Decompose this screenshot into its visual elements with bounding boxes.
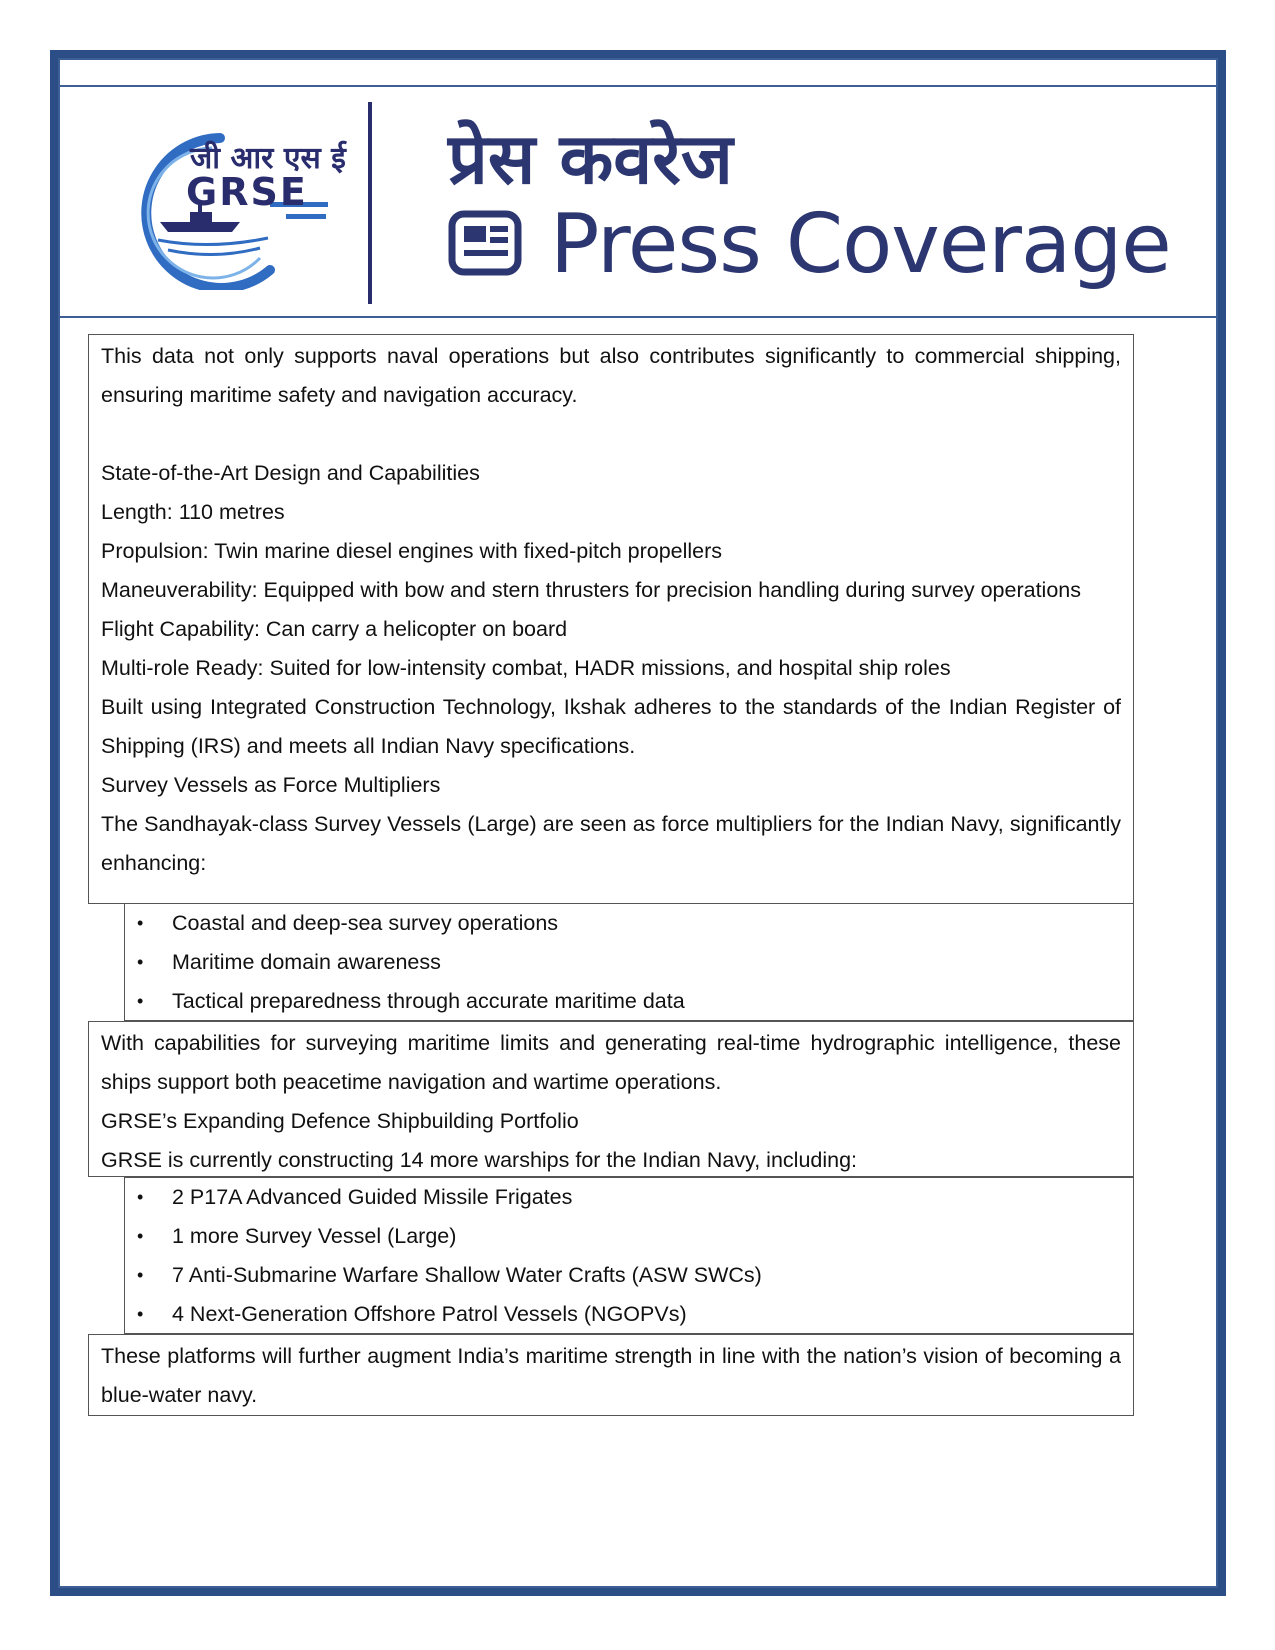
logo-grse-text: GRSE [186,170,308,214]
section-heading-design: State-of-the-Art Design and Capabilities [101,461,480,485]
grse-logo [120,130,350,290]
sandhayak-paragraph: The Sandhayak-class Survey Vessels (Large) are seen as force multipliers for the Indian Navy, significantly enhancing: [101,812,1121,875]
newspaper-icon [448,210,528,278]
header-rule-bottom [60,316,1216,318]
section-heading-force-multipliers: Survey Vessels as Force Multipliers [101,773,441,797]
spec-multirole: Multi-role Ready: Suited for low-intensity combat, HADR missions, and hospital ship roles [101,656,951,680]
constructing-paragraph: GRSE is currently constructing 14 more warships for the Indian Navy, including: [101,1148,858,1172]
list-item: • 7 Anti-Submarine Warfare Shallow Water Crafts (ASW SWCs) [125,1256,1133,1295]
list-item: • 4 Next-Generation Offshore Patrol Vessels (NGOPVs) [125,1295,1133,1334]
content-block-2 [88,1021,1134,1177]
list-item: • Maritime domain awareness [125,943,1133,982]
list-item: • 1 more Survey Vessel (Large) [125,1217,1133,1256]
built-paragraph: Built using Integrated Construction Technology, Ikshak adheres to the standards of the Indian Register of Shipping (IRS) and meets all Indian Navy specifications. [101,695,1121,758]
spec-flight: Flight Capability: Can carry a helicopter on board [101,617,568,641]
header-divider [368,102,372,304]
bullet-list-enhancements [124,903,1134,1021]
header-rule-top [60,85,1216,87]
intro-paragraph: This data not only supports naval operations but also contributes significantly to commercial shipping, ensuring maritime safety and navigation accuracy. [101,344,1121,407]
list-item: • 2 P17A Advanced Guided Missile Frigates [125,1178,1133,1217]
logo-hindi-text: जी आर एस ई [190,141,346,176]
bullet-list-warships [124,1177,1134,1334]
spacer [101,415,1121,454]
spec-maneuverability: Maneuverability: Equipped with bow and stern thrusters for precision handling during survey operations [101,578,1081,602]
list-item: • Coastal and deep-sea survey operations [125,904,1133,943]
spec-length: Length: 110 metres [101,500,285,524]
section-heading-portfolio: GRSE’s Expanding Defence Shipbuilding Portfolio [101,1109,579,1133]
capabilities-paragraph: With capabilities for surveying maritime limits and generating real-time hydrographic intelligence, these ships support both peacetime navigation and wartime operations. [101,1031,1121,1094]
title-english: Press Coverage [550,197,1171,292]
spec-propulsion: Propulsion: Twin marine diesel engines with fixed-pitch propellers [101,539,723,563]
content-block-3 [88,1334,1134,1416]
content-block-1 [88,334,1134,904]
closing-paragraph: These platforms will further augment India’s maritime strength in line with the nation’s vision of becoming a blue-water navy. [101,1344,1121,1407]
title-hindi: प्रेस कवरेज [448,118,733,200]
list-item: • Tactical preparedness through accurate maritime data [125,982,1133,1021]
